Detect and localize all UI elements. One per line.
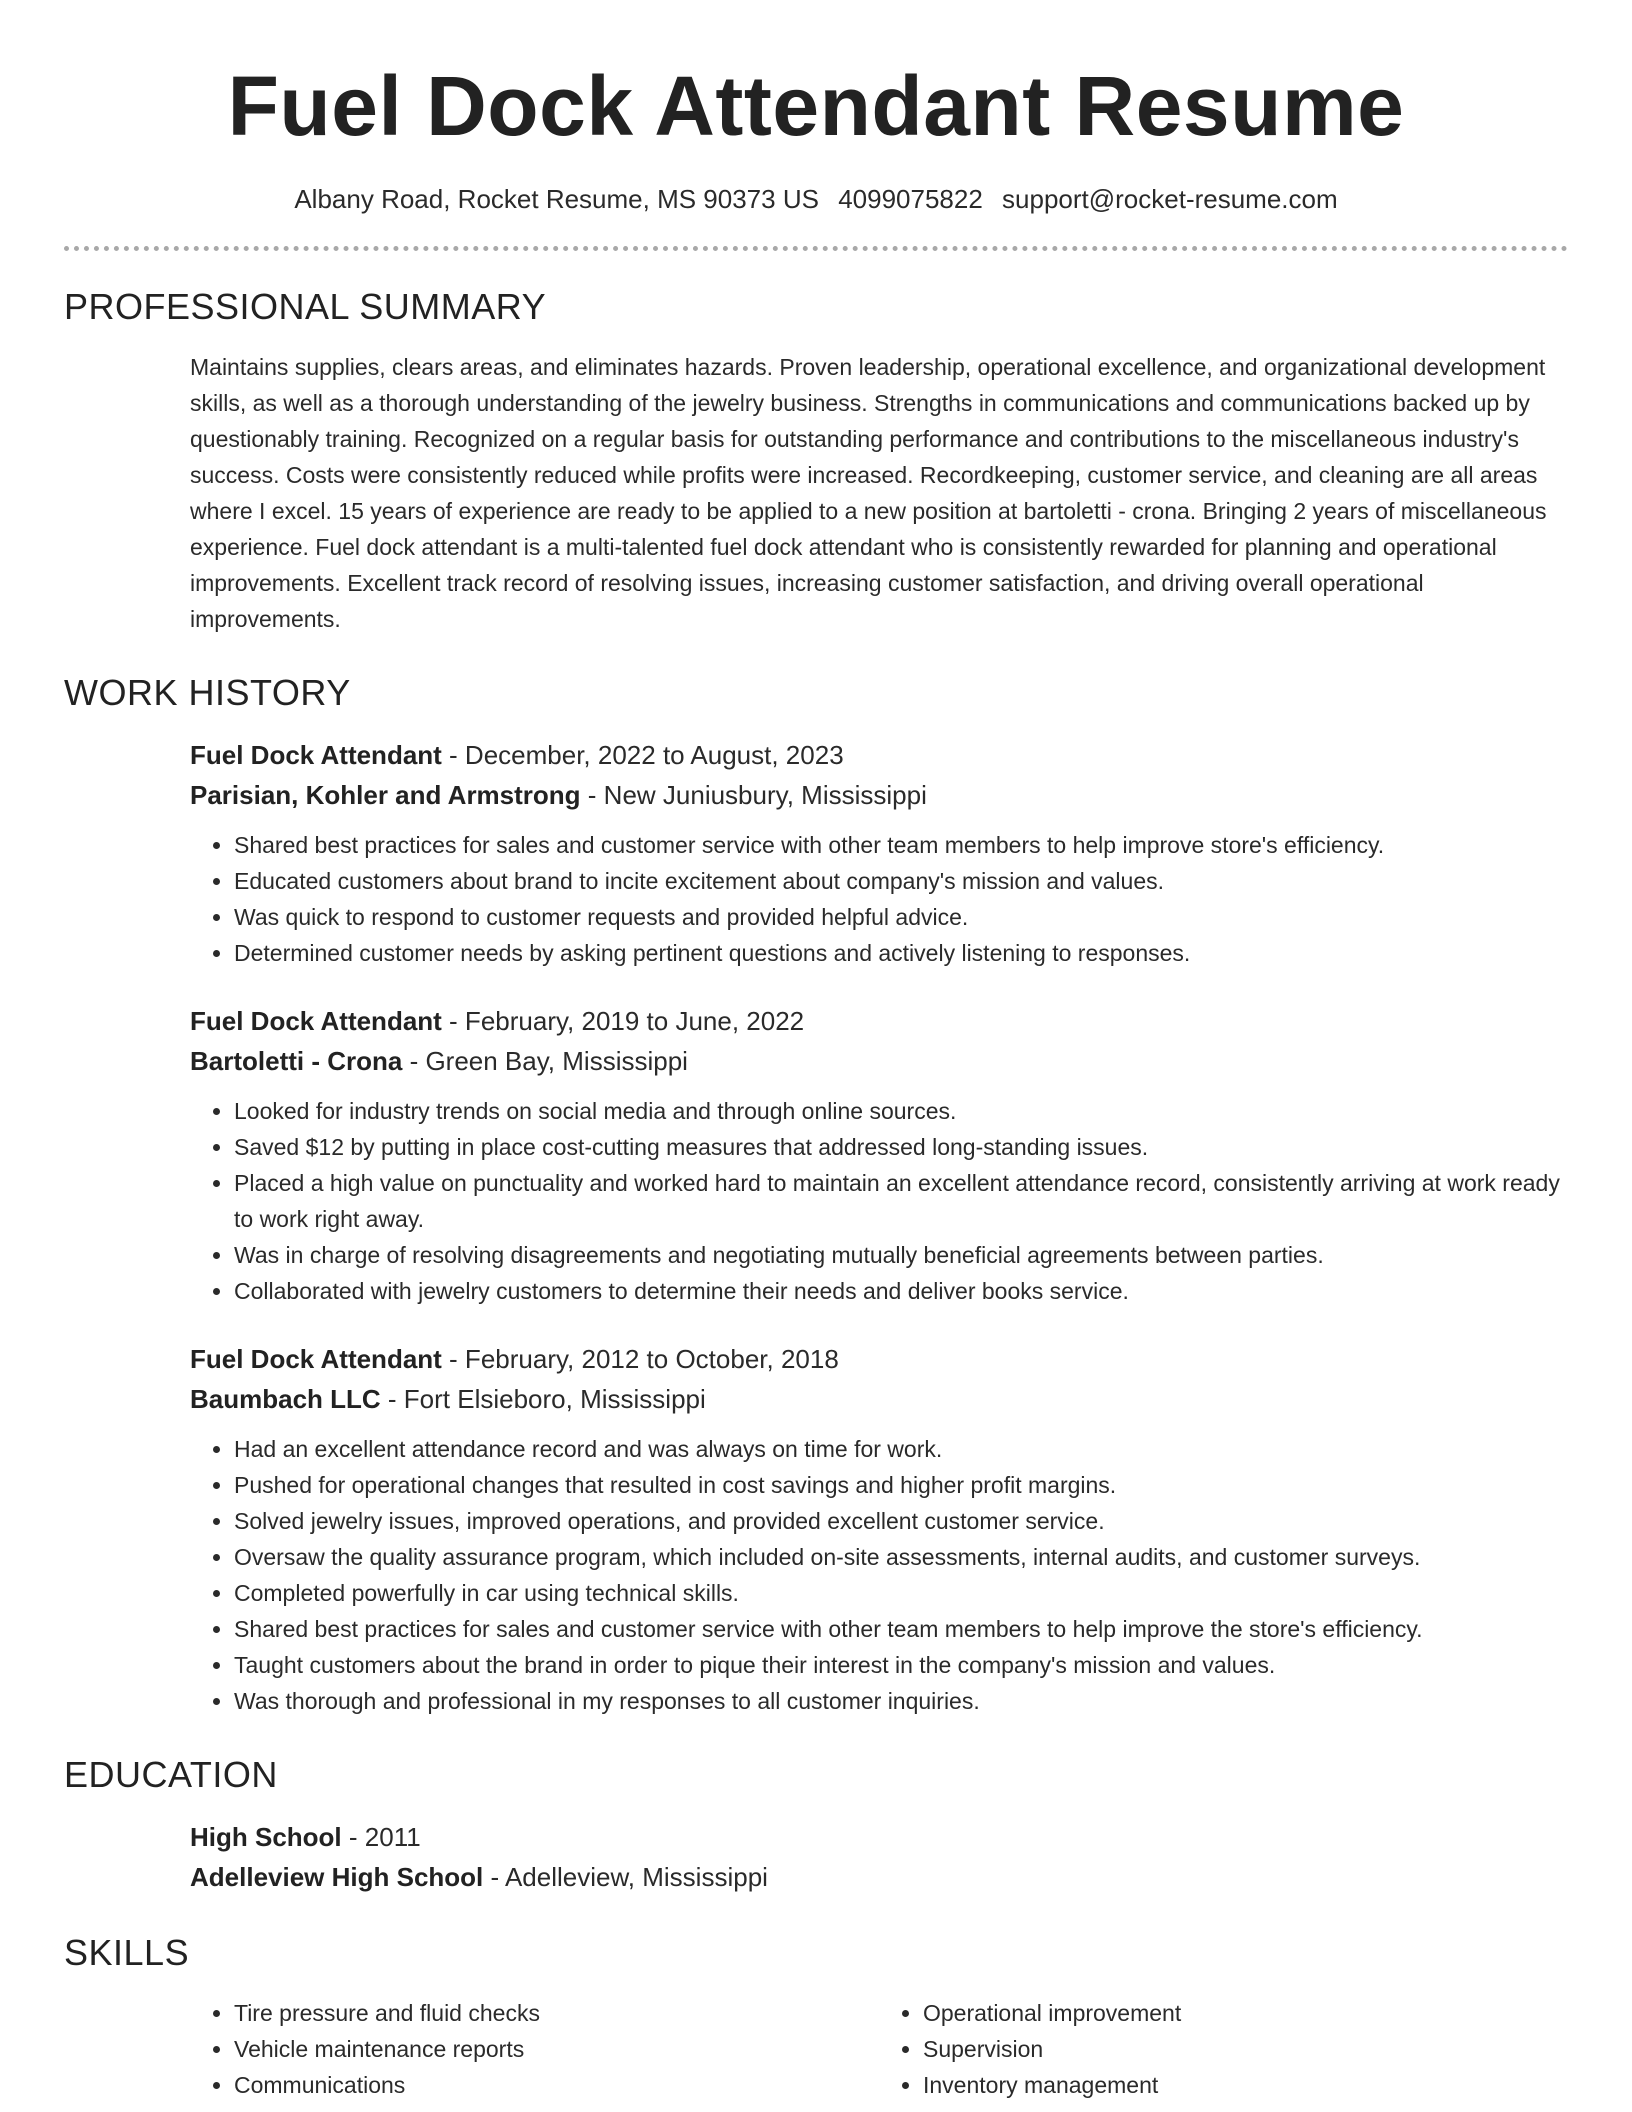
resume-page — [64, 0, 1568, 2112]
education-body — [64, 1817, 1568, 1897]
education-school-line — [190, 1857, 1568, 1897]
list-item: • Was quick to respond to customer requests and provided helpful advice. — [234, 899, 1568, 935]
job-company-line — [190, 775, 1568, 815]
job-company: Bartoletti - Crona — [190, 1046, 403, 1076]
list-item: • Educated customers about brand to incite excitement about company's mission and values. — [234, 863, 1568, 899]
job-bullets — [190, 1431, 1568, 1719]
summary-body — [64, 349, 1568, 637]
skills-section — [64, 1931, 1568, 2103]
job-location: - Green Bay, Mississippi — [402, 1046, 688, 1076]
contact-address: Albany Road, Rocket Resume, MS 90373 US — [294, 184, 819, 214]
list-item: • Operational improvement — [923, 1995, 1568, 2031]
job-dates: - February, 2019 to June, 2022 — [441, 1006, 805, 1036]
job-title-line — [190, 735, 1568, 775]
job-company-line — [190, 1041, 1568, 1081]
skills-heading: SKILLS — [64, 1932, 190, 1973]
education-degree-line — [190, 1817, 1568, 1857]
summary-heading: PROFESSIONAL SUMMARY — [64, 286, 547, 327]
job-location: - New Juniusbury, Mississippi — [580, 780, 927, 810]
list-item: • Inventory management — [923, 2067, 1568, 2103]
list-item: • Solved jewelry issues, improved operations, and provided excellent customer service. — [234, 1503, 1568, 1539]
skills-column-right — [879, 1995, 1568, 2103]
summary-text: Maintains supplies, clears areas, and eliminates hazards. Proven leadership, operational excellence, and organizational development skills, as well as a thorough understanding of the jewelry business. Strengths in communications and communications backed up by questionably training. Recognized on a regular basis for outstanding performance and contributions to the miscellaneous industry's success. Costs were consistently reduced while profits were increased. Recordkeeping, customer service, and cleaning are all areas where I excel. 15 years of experience are ready to be applied to a new position at bartoletti - crona. Bringing 2 years of miscellaneous experience. Fuel dock attendant is a multi-talented fuel dock attendant who is consistently rewarded for planning and operational improvements. Excellent track record of resolving issues, increasing customer satisfaction, and driving overall operational improvements. — [190, 354, 1547, 632]
work-history-heading: WORK HISTORY — [64, 672, 351, 713]
list-item: • Shared best practices for sales and customer service with other team members to help improve the store's efficiency. — [234, 1611, 1568, 1647]
education-school: Adelleview High School — [190, 1862, 484, 1892]
list-item: • Had an excellent attendance record and was always on time for work. — [234, 1431, 1568, 1467]
list-item: • Vehicle maintenance reports — [234, 2031, 879, 2067]
list-item: • Taught customers about the brand in order to pique their interest in the company's mission and values. — [234, 1647, 1568, 1683]
job-location: - Fort Elsieboro, Mississippi — [380, 1384, 706, 1414]
list-item: • Shared best practices for sales and customer service with other team members to help improve store's efficiency. — [234, 827, 1568, 863]
list-item: • Oversaw the quality assurance program, which included on-site assessments, internal audits, and customer surveys. — [234, 1539, 1568, 1575]
contact-phone: 4099075822 — [838, 184, 983, 214]
job-entry-2 — [190, 1001, 1568, 1309]
education-location: - Adelleview, Mississippi — [483, 1862, 768, 1892]
work-history-section — [64, 671, 1568, 1719]
job-role: Fuel Dock Attendant — [190, 1344, 442, 1374]
list-item: • Was in charge of resolving disagreements and negotiating mutually beneficial agreements between parties. — [234, 1237, 1568, 1273]
list-item: • Collaborated with jewelry customers to determine their needs and deliver books service. — [234, 1273, 1568, 1309]
list-item: • Placed a high value on punctuality and worked hard to maintain an excellent attendance record, consistently arriving at work ready to work right away. — [234, 1165, 1568, 1237]
list-item: • Completed powerfully in car using technical skills. — [234, 1575, 1568, 1611]
job-entry-1 — [190, 735, 1568, 971]
education-year: - 2011 — [341, 1822, 421, 1852]
list-item: • Was thorough and professional in my responses to all customer inquiries. — [234, 1683, 1568, 1719]
job-bullets — [190, 827, 1568, 971]
job-title-line — [190, 1001, 1568, 1041]
job-title-line — [190, 1339, 1568, 1379]
job-company: Parisian, Kohler and Armstrong — [190, 780, 581, 810]
list-item: • Pushed for operational changes that resulted in cost savings and higher profit margins. — [234, 1467, 1568, 1503]
work-history-body — [64, 735, 1568, 1719]
contact-email: support@rocket-resume.com — [1002, 184, 1338, 214]
summary-section — [64, 285, 1568, 637]
resume-title: Fuel Dock Attendant Resume — [227, 59, 1405, 153]
contact-line — [64, 182, 1568, 216]
header-divider — [64, 246, 1568, 251]
job-bullets — [190, 1093, 1568, 1309]
list-item: • Tire pressure and fluid checks — [234, 1995, 879, 2031]
list-item: • Supervision — [923, 2031, 1568, 2067]
job-company: Baumbach LLC — [190, 1384, 381, 1414]
job-dates: - December, 2022 to August, 2023 — [441, 740, 844, 770]
resume-header — [64, 0, 1568, 251]
skills-grid — [190, 1995, 1568, 2103]
list-item: • Looked for industry trends on social media and through online sources. — [234, 1093, 1568, 1129]
skills-column-left — [190, 1995, 879, 2103]
education-heading: EDUCATION — [64, 1754, 278, 1795]
job-role: Fuel Dock Attendant — [190, 1006, 442, 1036]
job-entry-3 — [190, 1339, 1568, 1719]
list-item: • Determined customer needs by asking pertinent questions and actively listening to responses. — [234, 935, 1568, 971]
education-degree: High School — [190, 1822, 342, 1852]
job-dates: - February, 2012 to October, 2018 — [441, 1344, 839, 1374]
job-role: Fuel Dock Attendant — [190, 740, 442, 770]
job-company-line — [190, 1379, 1568, 1419]
education-section — [64, 1753, 1568, 1897]
list-item: • Saved $12 by putting in place cost-cutting measures that addressed long-standing issues. — [234, 1129, 1568, 1165]
list-item: • Communications — [234, 2067, 879, 2103]
skills-body — [64, 1995, 1568, 2103]
